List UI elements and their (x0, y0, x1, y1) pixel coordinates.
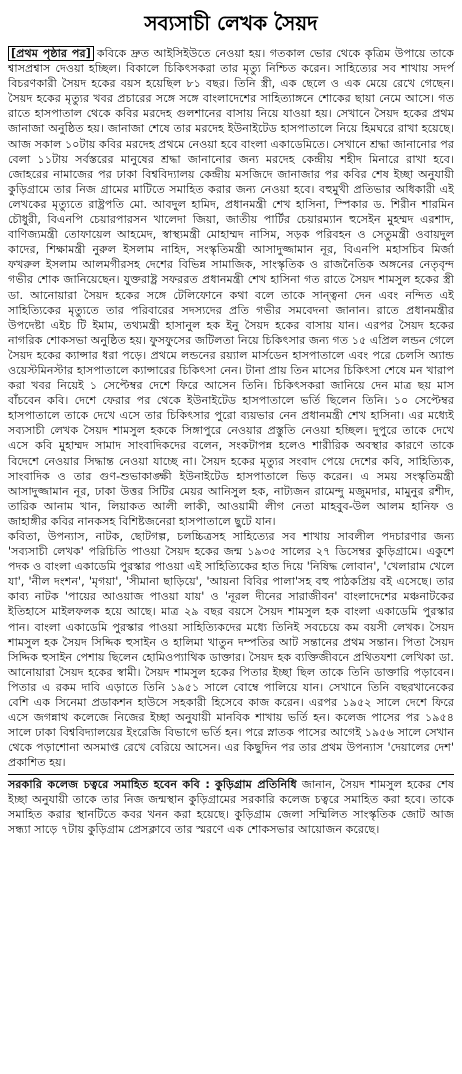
burial-paragraph (8, 777, 454, 837)
burial-correspondent: কুড়িগ্রাম প্রতিনিধি (215, 777, 297, 791)
paragraph-1-text: কবিকে দ্রুত আইসিইউতে নেওয়া হয়। গতকাল ভোর থেকে কৃত্রিম উপায়ে তাকে শ্বাসপ্রশ্বাস দেওয়া হচ্ছিল। বিকালে চিকিৎসকরা তার মৃত্যু নিশ্চিত করেন। সাহিত্যের সব শাখায় সদর্প বিচরণকারী সৈয়দ হকের বয়স হয়েছিল ৮১ বছর। তিনি স্ত্রী, এক ছেলে ও এক মেয়ে রেখে গেছেন। সৈয়দ হকের মৃত্যুর খবর প্রচারের সঙ্গে সঙ্গে বাংলাদেশের সাহিত্যাঙ্গনে শোকের ছায়া নেমে আসে। গত রাতে হাসপাতাল থেকে কবির মরদেহ গুলশানের বাসায় নিয়ে যাওয়া হয়। সেখানে সৈয়দ হকের প্রথম জানাজা অনুষ্ঠিত হয়। জানাজা শেষে তার মরদেহ ইউনাইটেড হাসপাতালে নিয়ে হিমঘরে রাখা হয়েছে। আজ সকাল ১০টায় কবির মরদেহ প্রথমে নেওয়া হবে বাংলা একাডেমিতে। সেখানে শ্রদ্ধা জানানোর পর বেলা ১১টায় সর্বস্তরের মানুষের শ্রদ্ধা জানানোর জন্য মরদেহ কেন্দ্রীয় শহীদ মিনারে রাখা হবে। জোহরের নামাজের পর ঢাকা বিশ্ববিদ্যালয় কেন্দ্রীয় মসজিদে জানাজার পর কবির শেষ ইচ্ছা অনুযায়ী কুড়িগ্রামে তার নিজ গ্রামের মাটিতে সমাহিত করার জন্য নেওয়া হবে। বহুমুখী প্রতিভার অধিকারী এই লেখকের মৃত্যুতে রাষ্ট্রপতি মো. আবদুল হামিদ, প্রধানমন্ত্রী শেখ হাসিনা, স্পিকার ড. শিরীন শারমিন চৌধুরী, বিএনপি চেয়ারপারসন খালেদা জিয়া, জাতীয় পার্টির চেয়ারম্যান হুসেইন মুহম্মদ এরশাদ, বাণিজ্যমন্ত্রী তোফায়েল আহমেদ, স্বাস্থ্যমন্ত্রী মোহাম্মদ নাসিম, সড়ক পরিবহন ও সেতুমন্ত্রী ওবায়দুল কাদের, শিক্ষামন্ত্রী নুরুল ইসলাম নাহিদ, সংস্কৃতিমন্ত্রী আসাদুজ্জামান নূর, বিএনপি মহাসচিব মির্জা ফখরুল ইসলাম আলমগীরসহ দেশের বিভিন্ন সামাজিক, সাংস্কৃতিক ও রাজনৈতিক অঙ্গনের নেতৃবৃন্দ গভীর শোক জানিয়েছেন। যুক্তরাষ্ট্র সফররত প্রধানমন্ত্রী শেখ হাসিনা গত রাতে সৈয়দ শামসুল হকের স্ত্রী ডা. আনোয়ারা সৈয়দ হকের সঙ্গে টেলিফোনে কথা বলে তাকে সান্ত্বনা দেন এবং নন্দিত এই সাহিত্যিকের মৃত্যুতে তার পরিবারের সদস্যদের প্রতি গভীর সমবেদনা জানান। রাতে প্রধানমন্ত্রীর উপদেষ্টা এইচ টি ইমাম, তথ্যমন্ত্রী হাসানুল হক ইনু সৈয়দ হকের বাসায় যান। এরপর সৈয়দ হকের নাগরিক শোকসভা অনুষ্ঠিত হয়। ফুসফুসের জটিলতা নিয়ে চিকিৎসার জন্য গত ১৫ এপ্রিল লন্ডন গেলে সৈয়দ হকের ক্যান্সার ধরা পড়ে। প্রথমে লন্ডনের রয়্যাল মার্সডেন হাসপাতালে এবং পরে চেলসি অ্যান্ড ওয়েস্টমিনস্টার হাসপাতালে ক্যান্সারের চিকিৎসা নেন। টানা প্রায় তিন মাসের চিকিৎসা শেষে মন খারাপ করা খবর নিয়েই ১ সেপ্টেম্বর দেশে ফিরে আসেন তিনি। চিকিৎসকরা জানিয়ে দেন মাত্র ছয় মাস বাঁচবেন কবি। দেশে ফেরার পর থেকে ইউনাইটেড হাসপাতালে ভর্তি ছিলেন তিনি। ১০ সেপ্টেম্বর হাসপাতালে তাকে দেখে এসে তার চিকিৎসার পুরো ব্যয়ভার নেন প্রধানমন্ত্রী শেখ হাসিনা। এর মধ্যেই সব্যসাচী লেখক সৈয়দ শামসুল হককে সিঙ্গাপুরে নেওয়ার প্রস্তুতি নেওয়া হচ্ছিল। দুপুরে তাকে দেখে এসে কবি মুহাম্মদ সামাদ সাংবাদিকদের বলেন, সংকটাপন্ন হলেও শারীরিক অবস্থার কারণে তাকে বিদেশে নেওয়ার সিদ্ধান্ত নেওয়া যাচ্ছে না। সৈয়দ হকের মৃত্যুর সংবাদ পেয়ে দেশের কবি, সাহিত্যিক, সাংবাদিক ও তার গুণ-শুভাকাঙ্ক্ষী ইউনাইটেড হাসপাতালে ভিড় করেন। এ সময় সংস্কৃতিমন্ত্রী আসাদুজ্জামান নূর, ঢাকা উত্তর সিটির মেয়র আনিসুল হক, নাট্যজন রামেন্দু মজুমদার, মামুনুর রশীদ, তারিক আনাম খান, লিয়াকত আলী লাকী, আওয়ামী লীগ নেতা মাহবুব-উল আলম হানিফ ও জাহাঙ্গীর কবির নানকসহ বিশিষ্টজনেরা হাসপাতালে ছুটে যান। (8, 47, 455, 528)
article-paragraph-2 (8, 529, 454, 771)
burial-subheading: সরকারি কলেজ চত্বরে সমাহিত হবেন কবি : (8, 777, 210, 791)
article-paragraph-1 (8, 46, 454, 529)
continued-from-front-page-label: [প্রথম পৃষ্ঠার পর] (8, 46, 94, 61)
article-headline: সব্যসাচী লেখক সৈয়দ (144, 11, 318, 35)
paragraph-2-text: কবিতা, উপন্যাস, নাটক, ছোটগল্প, চলচ্চিত্রসহ সাহিত্যের সব শাখায় সাবলীল পদচারণার জন্য 'সব্যসাচী লেখক' পরিচিতি পাওয়া সৈয়দ হকের জন্ম ১৯৩৫ সালের ২৭ ডিসেম্বর কুড়িগ্রামে। একুশে পদক ও বাংলা একাডেমি পুরস্কার পাওয়া এই সাহিত্যিকের হাত দিয়ে 'নিষিদ্ধ লোবান', 'খেলারাম খেলে যা', 'নীল দংশন', 'মৃগয়া', 'সীমানা ছাড়িয়ে', 'আয়না বিবির পালা'সহ বহু পাঠকপ্রিয় বই এসেছে। তার কাব্য নাটক 'পায়ের আওয়াজ পাওয়া যায়' ও 'নূরল দীনের সারাজীবন' বাংলাদেশের মঞ্চনাটকের ইতিহাসে মাইলফলক হয়ে আছে। মাত্র ২৯ বছর বয়সে সৈয়দ শামসুল হক বাংলা একাডেমি পুরস্কার পান। বাংলা একাডেমি পুরস্কার পাওয়া সাহিত্যিকদের মধ্যে তিনিই সবচেয়ে কম বয়সী লেখক। সৈয়দ শামসুল হক সৈয়দ সিদ্দিক হুসাইন ও হালিমা খাতুন দম্পতির আট সন্তানের প্রথম সন্তান। পিতা সৈয়দ সিদ্দিক হুসাইন পেশায় ছিলেন হোমিওপ্যাথিক ডাক্তার। সৈয়দ হক ব্যক্তিজীবনে প্রথিতযশা লেখিকা ডা. আনোয়ারা সৈয়দ হকের স্বামী। সৈয়দ শামসুল হকের পিতার ইচ্ছা ছিল তাকে তিনি ডাক্তারি পড়াবেন। পিতার এ রকম দাবি এড়াতে তিনি ১৯৫১ সালে বোম্বে পালিয়ে যান। সেখানে তিনি বছরখানেকের বেশি এক সিনেমা প্রডাকশন হাউসে সহকারী হিসেবে কাজ করেন। এরপর ১৯৫২ সালে দেশে ফিরে এসে জগন্নাথ কলেজে নিজের ইচ্ছা অনুযায়ী মানবিক শাখায় ভর্তি হন। কলেজ পাসের পর ১৯৫৪ সালে ঢাকা বিশ্ববিদ্যালয়ের ইংরেজি বিভাগে ভর্তি হন। পরে স্নাতক পাসের আগেই ১৯৫৬ সালে সেখান থেকে পড়াশোনা অসমাপ্ত রেখে বেরিয়ে আসেন। এর কিছুদিন পর তার প্রথম উপন্যাস 'দেয়ালের দেশ' প্রকাশিত হয়। (8, 530, 454, 770)
article-body (8, 46, 454, 837)
burial-text: জানান, সৈয়দ শামসুল হকের শেষ ইচ্ছা অনুযায়ী তাকে তার নিজ জন্মস্থান কুড়িগ্রামের সরকারি কলেজ চত্বরে সমাহিত করা হবে। তাকে সমাহিত করার স্থানটিতে কবর খনন করা হয়েছে। কুড়িগ্রাম জেলা সম্মিলিত সাংস্কৃতিক জোট আজ সন্ধ্যা সাড়ে ৭টায় কুড়িগ্রাম প্রেসক্লাবে তার স্মরণে এক শোকসভার আয়োজন করেছে। (8, 777, 454, 836)
section-divider (8, 774, 454, 775)
jump-label-text: প্রথম পৃষ্ঠার পর (16, 47, 86, 60)
